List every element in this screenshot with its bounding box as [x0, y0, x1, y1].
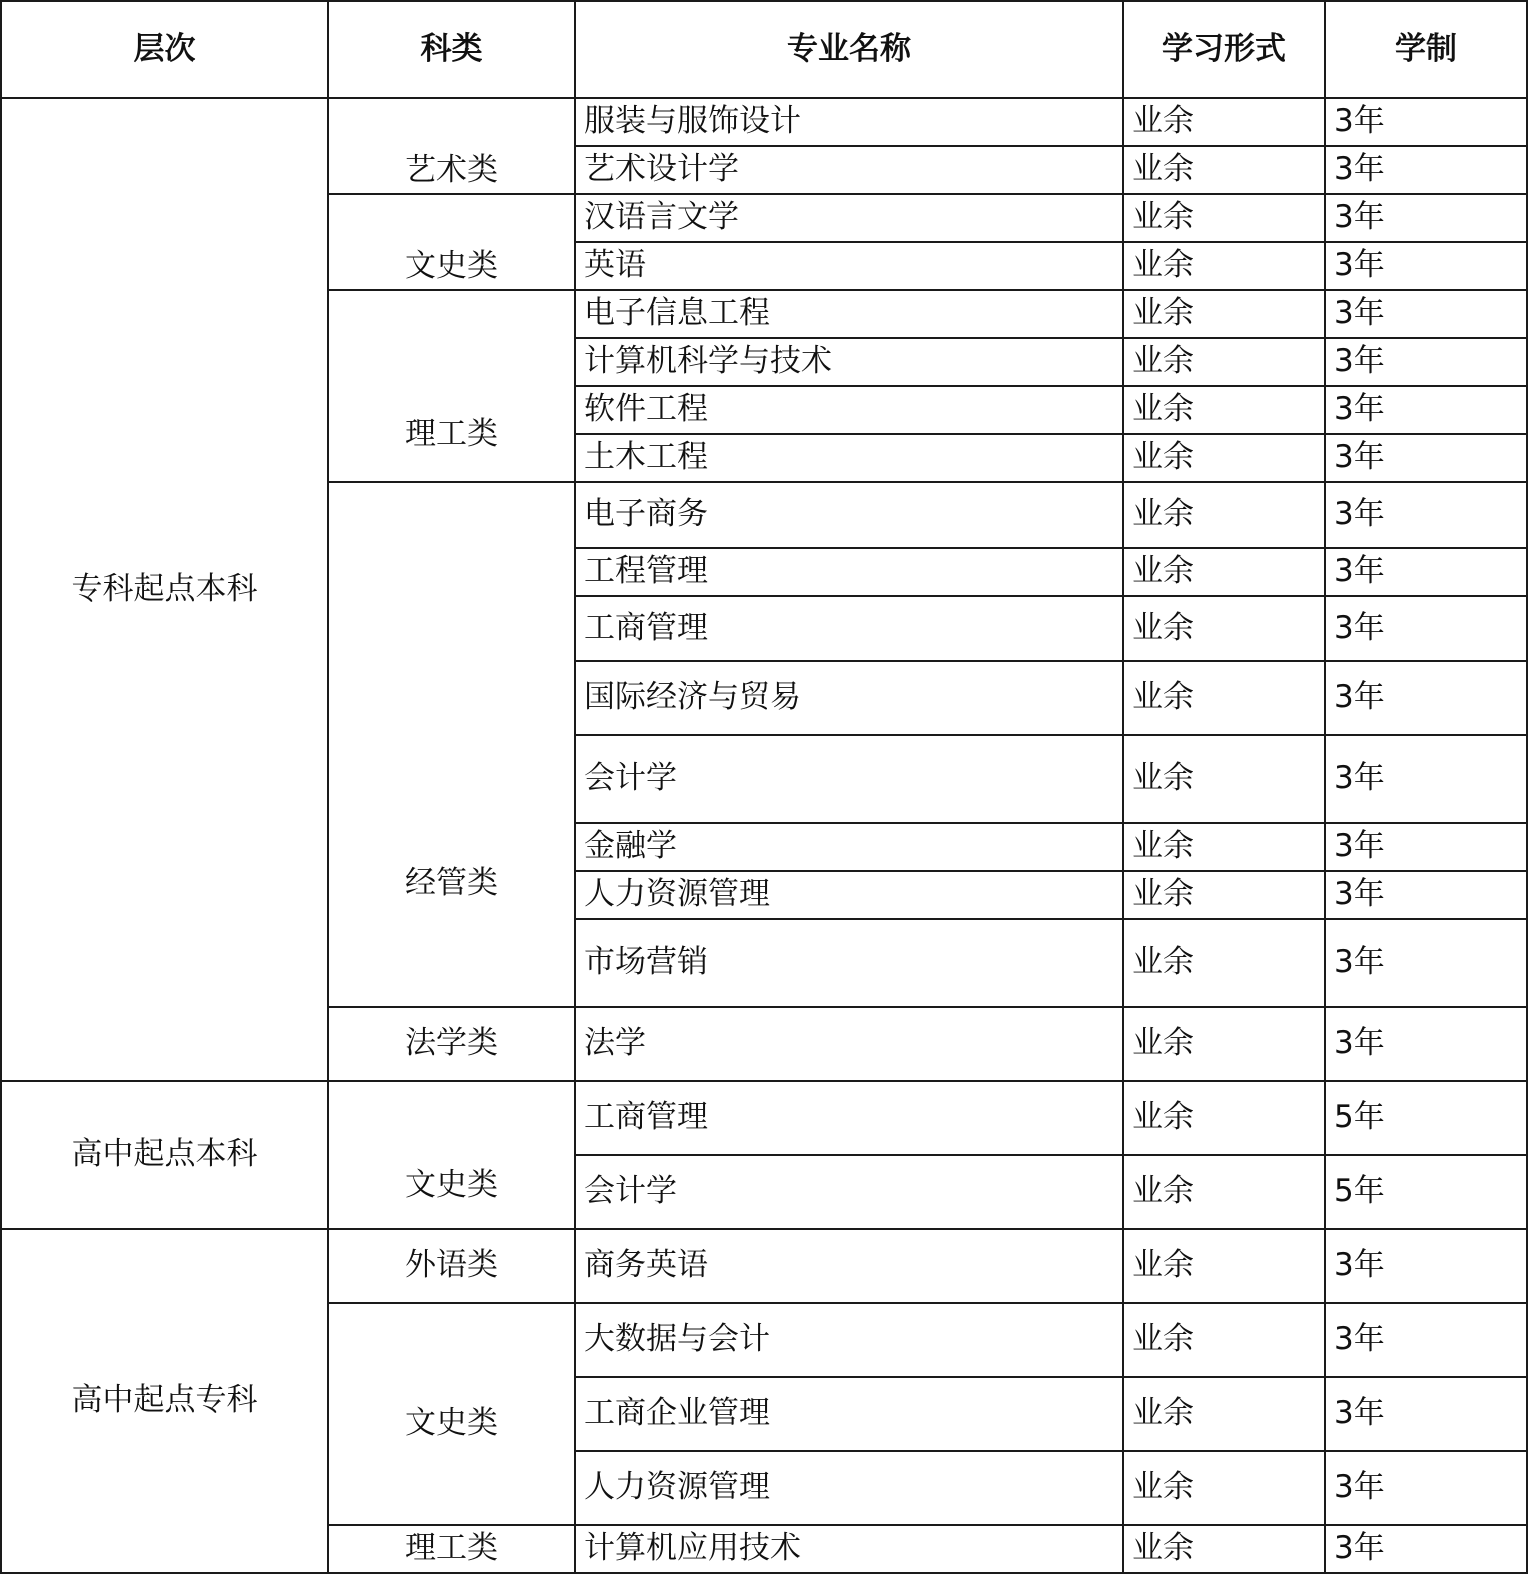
duration-cell: 3年	[1325, 242, 1527, 290]
duration-cell: 3年	[1325, 434, 1527, 482]
table-row	[1, 98, 1527, 146]
major-cell: 软件工程	[575, 386, 1123, 434]
duration-cell: 3年	[1325, 194, 1527, 242]
mode-cell: 业余	[1123, 919, 1325, 1007]
category-cell: 文史类	[328, 1081, 575, 1229]
major-cell: 工程管理	[575, 548, 1123, 596]
level-cell: 高中起点专科	[1, 1229, 328, 1573]
header-duration: 学制	[1325, 1, 1527, 98]
mode-cell: 业余	[1123, 1525, 1325, 1573]
major-cell: 计算机应用技术	[575, 1525, 1123, 1573]
major-cell: 人力资源管理	[575, 1451, 1123, 1525]
major-cell: 服装与服饰设计	[575, 98, 1123, 146]
major-cell: 艺术设计学	[575, 146, 1123, 194]
mode-cell: 业余	[1123, 482, 1325, 548]
major-cell: 工商管理	[575, 1081, 1123, 1155]
duration-cell: 3年	[1325, 596, 1527, 661]
duration-cell: 3年	[1325, 1007, 1527, 1081]
mode-cell: 业余	[1123, 1229, 1325, 1303]
duration-cell: 3年	[1325, 735, 1527, 823]
table-row	[1, 1229, 1527, 1303]
mode-cell: 业余	[1123, 290, 1325, 338]
duration-cell: 3年	[1325, 1451, 1527, 1525]
major-cell: 会计学	[575, 1155, 1123, 1229]
major-cell: 大数据与会计	[575, 1303, 1123, 1377]
mode-cell: 业余	[1123, 661, 1325, 735]
major-cell: 英语	[575, 242, 1123, 290]
duration-cell: 3年	[1325, 98, 1527, 146]
header-row	[1, 1, 1527, 98]
header-level: 层次	[1, 1, 328, 98]
major-cell: 国际经济与贸易	[575, 661, 1123, 735]
mode-cell: 业余	[1123, 871, 1325, 919]
mode-cell: 业余	[1123, 823, 1325, 871]
duration-cell: 3年	[1325, 1377, 1527, 1451]
mode-cell: 业余	[1123, 1007, 1325, 1081]
duration-cell: 3年	[1325, 548, 1527, 596]
mode-cell: 业余	[1123, 596, 1325, 661]
major-cell: 金融学	[575, 823, 1123, 871]
category-cell: 艺术类	[328, 98, 575, 194]
header-mode: 学习形式	[1123, 1, 1325, 98]
mode-cell: 业余	[1123, 1303, 1325, 1377]
duration-cell: 3年	[1325, 919, 1527, 1007]
major-cell: 工商管理	[575, 596, 1123, 661]
duration-cell: 3年	[1325, 386, 1527, 434]
category-cell: 理工类	[328, 290, 575, 482]
major-cell: 市场营销	[575, 919, 1123, 1007]
category-cell: 经管类	[328, 482, 575, 1007]
duration-cell: 3年	[1325, 871, 1527, 919]
mode-cell: 业余	[1123, 1155, 1325, 1229]
level-cell: 高中起点本科	[1, 1081, 328, 1229]
table-row	[1, 1081, 1527, 1155]
duration-cell: 3年	[1325, 146, 1527, 194]
major-cell: 电子信息工程	[575, 290, 1123, 338]
category-cell: 法学类	[328, 1007, 575, 1081]
mode-cell: 业余	[1123, 242, 1325, 290]
mode-cell: 业余	[1123, 735, 1325, 823]
duration-cell: 5年	[1325, 1155, 1527, 1229]
mode-cell: 业余	[1123, 338, 1325, 386]
major-cell: 法学	[575, 1007, 1123, 1081]
mode-cell: 业余	[1123, 386, 1325, 434]
duration-cell: 3年	[1325, 482, 1527, 548]
mode-cell: 业余	[1123, 1451, 1325, 1525]
major-cell: 会计学	[575, 735, 1123, 823]
level-cell: 专科起点本科	[1, 98, 328, 1081]
category-cell: 文史类	[328, 194, 575, 290]
major-cell: 汉语言文学	[575, 194, 1123, 242]
duration-cell: 3年	[1325, 823, 1527, 871]
category-cell: 文史类	[328, 1303, 575, 1525]
major-cell: 工商企业管理	[575, 1377, 1123, 1451]
duration-cell: 3年	[1325, 1229, 1527, 1303]
header-major: 专业名称	[575, 1, 1123, 98]
duration-cell: 3年	[1325, 338, 1527, 386]
mode-cell: 业余	[1123, 194, 1325, 242]
header-category: 科类	[328, 1, 575, 98]
mode-cell: 业余	[1123, 146, 1325, 194]
duration-cell: 3年	[1325, 290, 1527, 338]
category-cell: 理工类	[328, 1525, 575, 1573]
duration-cell: 3年	[1325, 661, 1527, 735]
mode-cell: 业余	[1123, 434, 1325, 482]
major-cell: 计算机科学与技术	[575, 338, 1123, 386]
major-cell: 电子商务	[575, 482, 1123, 548]
major-cell: 土木工程	[575, 434, 1123, 482]
major-cell: 人力资源管理	[575, 871, 1123, 919]
mode-cell: 业余	[1123, 548, 1325, 596]
mode-cell: 业余	[1123, 1081, 1325, 1155]
duration-cell: 3年	[1325, 1303, 1527, 1377]
mode-cell: 业余	[1123, 1377, 1325, 1451]
mode-cell: 业余	[1123, 98, 1325, 146]
category-cell: 外语类	[328, 1229, 575, 1303]
major-cell: 商务英语	[575, 1229, 1123, 1303]
duration-cell: 5年	[1325, 1081, 1527, 1155]
duration-cell: 3年	[1325, 1525, 1527, 1573]
